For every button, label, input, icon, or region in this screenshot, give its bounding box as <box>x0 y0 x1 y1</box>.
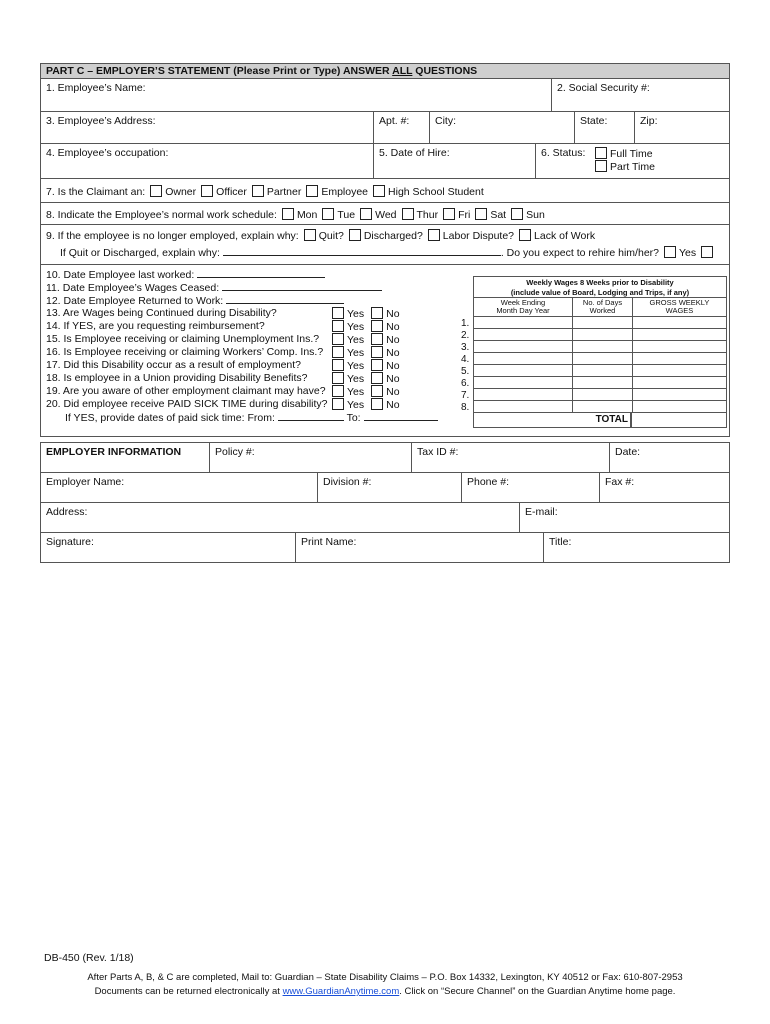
week-ending-input[interactable] <box>474 389 573 400</box>
part-time-checkbox[interactable] <box>595 160 607 172</box>
q18-line <box>46 372 307 385</box>
returned-input[interactable] <box>226 294 344 304</box>
q10-line <box>46 268 325 282</box>
employer-row-4 <box>40 533 730 563</box>
wages-row-number: 1. <box>461 318 470 329</box>
zip-field[interactable] <box>634 112 729 143</box>
thur-label: Thur <box>416 209 439 221</box>
division-label: Division #: <box>323 476 372 488</box>
wages-total-row <box>474 412 726 427</box>
q14-yes-no <box>327 320 400 334</box>
zip-label: Zip: <box>640 115 658 127</box>
division-field[interactable] <box>317 473 461 502</box>
q14-no-checkbox[interactable] <box>371 320 383 332</box>
wages-row-number: 6. <box>461 378 470 389</box>
policy-field[interactable] <box>209 443 411 472</box>
week-ending-input[interactable] <box>474 341 573 352</box>
labor-dispute-label: Labor Dispute? <box>442 230 515 242</box>
footer-electronic-text: Documents can be returned electronically at <box>94 986 283 997</box>
q19-no-label: No <box>386 386 400 398</box>
mon-label: Mon <box>296 209 318 221</box>
wages-row <box>474 352 726 364</box>
employer-row-2 <box>40 473 730 503</box>
employee-name-label: 1. Employee’s Name: <box>46 82 146 94</box>
print-name-field[interactable] <box>295 533 543 562</box>
q15-yes-no <box>327 333 400 347</box>
q19-yes-no <box>327 385 400 399</box>
wages-table-header <box>474 297 726 316</box>
tue-checkbox[interactable] <box>322 208 334 220</box>
q16-label: 16. Is Employee receiving or claiming Workers’ Comp. Ins.? <box>46 346 324 358</box>
q15-no-checkbox[interactable] <box>371 333 383 345</box>
q19-no-checkbox[interactable] <box>371 385 383 397</box>
work-schedule-label: 8. Indicate the Employee’s normal work schedule: <box>46 209 277 221</box>
header-title-all: ALL <box>392 65 413 77</box>
q13-no-checkbox[interactable] <box>371 307 383 319</box>
total-label: TOTAL <box>572 413 631 427</box>
occupation-label: 4. Employee’s occupation: <box>46 147 169 159</box>
sick-from-label: If YES, provide dates of paid sick time: From: <box>65 412 275 424</box>
high-school-student-checkbox[interactable] <box>373 185 385 197</box>
wed-label: Wed <box>375 209 397 221</box>
city-label: City: <box>435 115 456 127</box>
sat-label: Sat <box>490 209 507 221</box>
employer-address-field[interactable] <box>41 503 519 532</box>
officer-checkbox[interactable] <box>201 185 213 197</box>
section-header <box>40 63 730 79</box>
employee-label: Employee <box>321 186 369 198</box>
ssn-label: 2. Social Security #: <box>557 82 650 94</box>
claimant-type-line <box>46 185 484 198</box>
apt-label: Apt. #: <box>379 115 410 127</box>
row-name-ssn <box>40 79 730 112</box>
explain-input[interactable] <box>223 246 501 256</box>
partner-label: Partner <box>266 186 302 198</box>
wages-row <box>474 376 726 388</box>
q17-yes-label: Yes <box>347 360 365 372</box>
hire-date-label: 5. Date of Hire: <box>379 147 450 159</box>
state-field[interactable] <box>574 112 634 143</box>
full-time-label: Full Time <box>610 148 653 160</box>
q18-yes-label: Yes <box>347 373 365 385</box>
owner-checkbox[interactable] <box>150 185 162 197</box>
employer-info-heading: EMPLOYER INFORMATION <box>46 446 182 458</box>
q18-no-checkbox[interactable] <box>371 372 383 384</box>
q14-no-label: No <box>386 321 400 333</box>
days-worked-input[interactable] <box>573 353 633 364</box>
quit-checkbox[interactable] <box>304 229 316 241</box>
q17-no-label: No <box>386 360 400 372</box>
separation-label: 9. If the employee is no longer employed, explain why: <box>46 230 299 242</box>
q13-line <box>46 307 277 320</box>
q14-yes-label: Yes <box>347 321 365 333</box>
sun-label: Sun <box>526 209 545 221</box>
days-worked-header <box>573 298 633 316</box>
days-worked-input[interactable] <box>573 341 633 352</box>
discharged-checkbox[interactable] <box>349 229 361 241</box>
fri-label: Fri <box>458 209 471 221</box>
footer-secure-channel-text: . Click on “Secure Channel” on the Guardian Anytime home page. <box>399 986 676 997</box>
fax-label: Fax #: <box>605 476 635 488</box>
week-ending-input[interactable] <box>474 365 573 376</box>
weekly-wages-table <box>473 276 727 428</box>
q16-yes-no <box>327 346 400 360</box>
q19-yes-checkbox[interactable] <box>332 385 344 397</box>
q14-label: 14. If YES, are you requesting reimbursement? <box>46 320 265 332</box>
q20-yes-label: Yes <box>347 399 365 411</box>
q18-label: 18. Is employee in a Union providing Disability Benefits? <box>46 372 308 384</box>
work-schedule-line <box>46 208 545 221</box>
q11-label: 11. Date Employee’s Wages Ceased: <box>46 282 220 294</box>
week-ending-header <box>474 298 573 316</box>
q19-label: 19. Are you aware of other employment claimant may have? <box>46 385 326 397</box>
q16-no-label: No <box>386 347 400 359</box>
hire-date-field[interactable] <box>373 144 535 178</box>
part-time-label: Part Time <box>610 161 655 173</box>
employer-address-label: Address: <box>46 506 88 518</box>
employer-name-label: Employer Name: <box>46 476 125 488</box>
q20-label: 20. Did employee receive PAID SICK TIME during disability? <box>46 398 328 410</box>
claimant-type-label: 7. Is the Claimant an: <box>46 186 146 198</box>
email-field[interactable] <box>519 503 729 532</box>
days-worked-input[interactable] <box>573 389 633 400</box>
policy-label: Policy #: <box>215 446 255 458</box>
gross-wages-input[interactable] <box>633 389 726 400</box>
partner-checkbox[interactable] <box>252 185 264 197</box>
row-questions-wages <box>40 265 730 437</box>
mon-checkbox[interactable] <box>282 208 294 220</box>
wages-row <box>474 364 726 376</box>
q16-yes-label: Yes <box>347 347 365 359</box>
rehire-yes-checkbox[interactable] <box>664 246 676 258</box>
tue-label: Tue <box>337 209 356 221</box>
gross-weekly-label: GROSS WEEKLY <box>649 298 710 307</box>
days-worked-input[interactable] <box>573 377 633 388</box>
employee-checkbox[interactable] <box>306 185 318 197</box>
status-label: 6. Status: <box>541 147 586 159</box>
gross-wages-header <box>633 298 726 316</box>
lack-of-work-label: Lack of Work <box>534 230 596 242</box>
rehire-no-checkbox[interactable] <box>701 246 713 258</box>
labor-dispute-checkbox[interactable] <box>428 229 440 241</box>
lack-of-work-checkbox[interactable] <box>519 229 531 241</box>
guardian-anytime-link[interactable]: www.GuardianAnytime.com <box>282 986 400 997</box>
wed-checkbox[interactable] <box>360 208 372 220</box>
phone-label: Phone #: <box>467 476 510 488</box>
row-claimant-type <box>40 179 730 203</box>
tax-id-label: Tax ID #: <box>417 446 459 458</box>
wages-table-body <box>474 316 726 412</box>
rehire-yes-label: Yes <box>679 247 697 259</box>
wages-row-number: 7. <box>461 390 470 401</box>
footer-mail-line: After Parts A, B, & C are completed, Mail to: Guardian – State Disability Claims – P.O. Box 14332, Lexington, KY 40512 or Fax: 610-807-2953 <box>87 972 683 983</box>
wages-table-title: Weekly Wages 8 Weeks prior to Disability <box>526 278 674 287</box>
row-occupation <box>40 144 730 179</box>
employer-name-field[interactable] <box>41 473 317 502</box>
gross-wages-input[interactable] <box>633 401 726 412</box>
signature-label: Signature: <box>46 536 94 548</box>
status-field <box>535 144 729 178</box>
rehire-label: . Do you expect to rehire him/her? <box>500 247 659 259</box>
gross-wages-input[interactable] <box>633 365 726 376</box>
week-ending-label: Week Ending <box>500 298 546 307</box>
q16-line <box>46 346 323 359</box>
high-school-student-label: High School Student <box>388 186 484 198</box>
q15-yes-checkbox[interactable] <box>332 333 344 345</box>
wages-row <box>474 388 726 400</box>
officer-label: Officer <box>216 186 247 198</box>
total-input[interactable] <box>631 413 726 427</box>
q19-yes-label: Yes <box>347 386 365 398</box>
wages-row <box>474 328 726 340</box>
gross-wages-input[interactable] <box>633 317 726 328</box>
gross-wages-input[interactable] <box>633 377 726 388</box>
form-id: DB-450 (Rev. 1/18) <box>44 952 134 964</box>
apt-field[interactable] <box>373 112 429 143</box>
print-name-label: Print Name: <box>301 536 357 548</box>
sick-from-input[interactable] <box>278 411 344 421</box>
header-title-pre: PART C – EMPLOYER’S STATEMENT (Please Print or Type) ANSWER <box>46 65 393 77</box>
days-worked-input[interactable] <box>573 365 633 376</box>
thur-checkbox[interactable] <box>402 208 414 220</box>
fri-checkbox[interactable] <box>443 208 455 220</box>
q13-yes-checkbox[interactable] <box>332 307 344 319</box>
separation-line <box>46 229 595 242</box>
date-label: Date: <box>615 446 641 458</box>
date-field[interactable] <box>609 443 729 472</box>
q15-no-label: No <box>386 334 400 346</box>
phone-field[interactable] <box>461 473 599 502</box>
quit-label: Quit? <box>318 230 344 242</box>
email-label: E-mail: <box>525 506 558 518</box>
q12-label: 12. Date Employee Returned to Work: <box>46 295 224 307</box>
row-work-schedule <box>40 203 730 225</box>
gross-wages-input[interactable] <box>633 353 726 364</box>
q20-line <box>46 398 328 411</box>
explain-label: If Quit or Discharged, explain why: <box>60 247 220 259</box>
wages-label: WAGES <box>665 306 694 315</box>
explain-line <box>60 246 716 259</box>
sat-checkbox[interactable] <box>475 208 487 220</box>
q13-yes-label: Yes <box>347 308 365 320</box>
q20-yes-checkbox[interactable] <box>332 398 344 410</box>
title-field[interactable] <box>543 533 729 562</box>
q13-label: 13. Are Wages being Continued during Disability? <box>46 307 277 319</box>
wages-ceased-input[interactable] <box>222 281 382 291</box>
q12-line <box>46 294 344 308</box>
month-day-year-label: Month Day Year <box>496 306 550 315</box>
q14-yes-checkbox[interactable] <box>332 320 344 332</box>
wages-row <box>474 400 726 412</box>
week-ending-input[interactable] <box>474 401 573 412</box>
q15-line <box>46 333 319 346</box>
wages-row-number: 3. <box>461 342 470 353</box>
q17-yes-checkbox[interactable] <box>332 359 344 371</box>
occupation-field[interactable] <box>41 144 373 178</box>
days-label: No. of Days <box>582 298 623 307</box>
q16-no-checkbox[interactable] <box>371 346 383 358</box>
week-ending-input[interactable] <box>474 317 573 328</box>
row-address <box>40 112 730 144</box>
q15-yes-label: Yes <box>347 334 365 346</box>
q20-no-checkbox[interactable] <box>371 398 383 410</box>
wages-row-number: 5. <box>461 366 470 377</box>
days-worked-input[interactable] <box>573 317 633 328</box>
signature-field[interactable] <box>41 533 295 562</box>
q20-no-label: No <box>386 399 400 411</box>
week-ending-input[interactable] <box>474 329 573 340</box>
worked-label: Worked <box>589 306 616 315</box>
q18-yes-no <box>327 372 400 386</box>
employer-row-1 <box>40 442 730 473</box>
sick-to-input[interactable] <box>364 411 438 421</box>
header-title-post: QUESTIONS <box>412 65 478 77</box>
ssn-field[interactable] <box>551 79 729 111</box>
gross-wages-input[interactable] <box>633 329 726 340</box>
row-separation <box>40 225 730 265</box>
employee-address-field[interactable] <box>41 112 373 143</box>
title-label: Title: <box>549 536 572 548</box>
q19-line <box>46 385 326 398</box>
sun-checkbox[interactable] <box>511 208 523 220</box>
city-field[interactable] <box>429 112 574 143</box>
wages-row-number: 4. <box>461 354 470 365</box>
wages-row-number: 2. <box>461 330 470 341</box>
discharged-label: Discharged? <box>363 230 423 242</box>
address-label: 3. Employee’s Address: <box>46 115 156 127</box>
owner-label: Owner <box>165 186 197 198</box>
q18-yes-checkbox[interactable] <box>332 372 344 384</box>
q17-line <box>46 359 301 372</box>
q13-yes-no <box>327 307 400 321</box>
wages-row <box>474 316 726 328</box>
employer-statement-form <box>40 63 730 563</box>
footer-electronic-line <box>0 986 770 997</box>
q17-no-checkbox[interactable] <box>371 359 383 371</box>
q10-label: 10. Date Employee last worked: <box>46 269 195 281</box>
q20-yes-no <box>327 398 400 412</box>
fax-field[interactable] <box>599 473 729 502</box>
state-label: State: <box>580 115 608 127</box>
sick-time-line <box>65 411 438 425</box>
full-time-checkbox[interactable] <box>595 147 607 159</box>
tax-id-field[interactable] <box>411 443 609 472</box>
q15-label: 15. Is Employee receiving or claiming Unemployment Ins.? <box>46 333 320 345</box>
last-worked-input[interactable] <box>197 268 325 278</box>
q17-label: 17. Did this Disability occur as a result of employment? <box>46 359 302 371</box>
wages-table-subtitle: (include value of Board, Lodging and Trips, if any) <box>510 288 690 297</box>
wages-row <box>474 340 726 352</box>
q14-line <box>46 320 265 333</box>
employer-row-3 <box>40 503 730 533</box>
wages-row-number: 8. <box>461 402 470 413</box>
employee-name-field[interactable] <box>41 79 551 111</box>
q18-no-label: No <box>386 373 400 385</box>
sick-to-label: To: <box>346 412 361 424</box>
q16-yes-checkbox[interactable] <box>332 346 344 358</box>
q13-no-label: No <box>386 308 400 320</box>
gross-wages-input[interactable] <box>633 341 726 352</box>
days-worked-input[interactable] <box>573 401 633 412</box>
q11-line <box>46 281 382 295</box>
week-ending-input[interactable] <box>474 377 573 388</box>
q17-yes-no <box>327 359 400 373</box>
days-worked-input[interactable] <box>573 329 633 340</box>
week-ending-input[interactable] <box>474 353 573 364</box>
